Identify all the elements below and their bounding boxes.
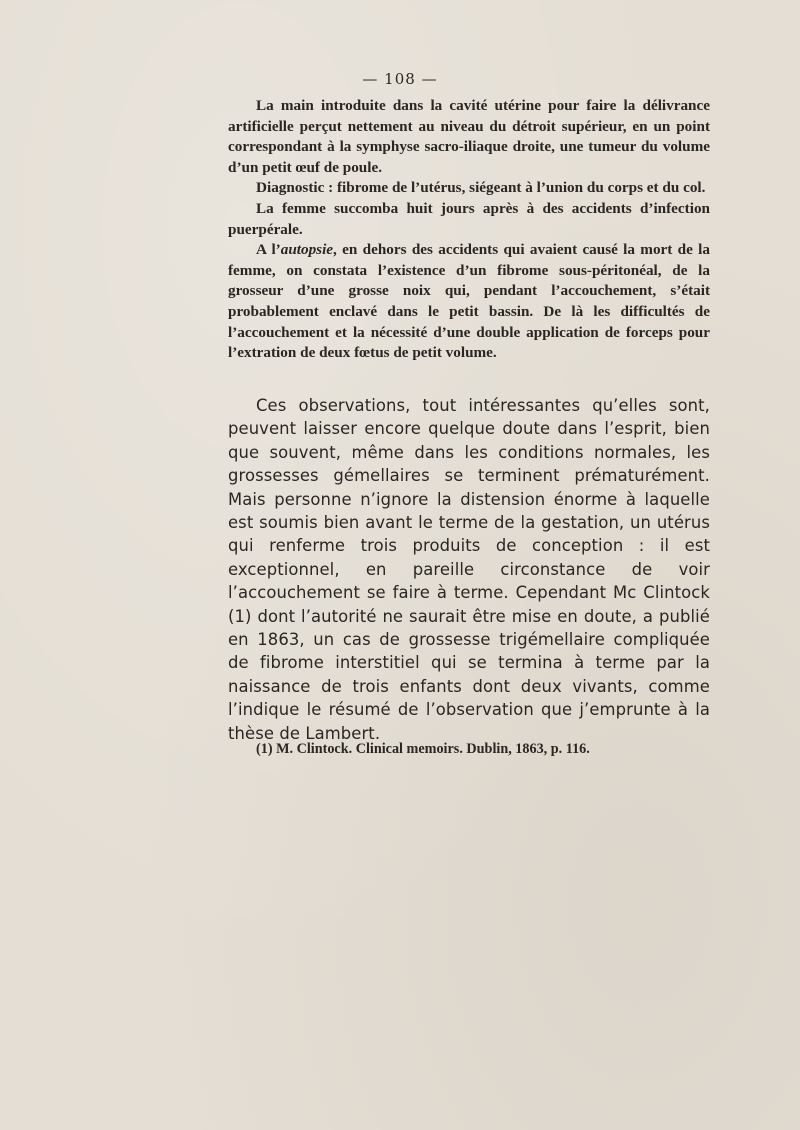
autopsy-rest: , en dehors des accidents qui avaient causé la mort de la femme, on constata l’existence d’un fibrome sous-péritonéal, de la grosseur d’une grosse noix qui, pendant l’accouchement, s’était probablement enclavé dans le petit bassin. De là les difficultés de l’accouchement et la nécessité d’une double application de forceps pour l’extration de deux fœtus de petit volume. — [228, 241, 710, 362]
paragraph-discussion: Ces observations, tout intéressantes qu’elles sont, peuvent laisser encore quelque doute dans l’esprit, bien que souvent, même dans les conditions normales, les grossesses gémellaires se terminent prématurément. Mais personne n’ignore la distension énorme à laquelle est soumis bien avant le terme de la gestation, un utérus qui renferme trois produits de conception : il est exceptionnel, en pareille circonstance de voir l’accouchement se faire à terme. Cependant Mc Clintock (1) dont l’autorité ne saurait être mise en doute, a publié en 1863, un cas de grossesse trigémellaire compliquée de fibrome interstitiel qui se termina à terme par la naissance de trois enfants dont deux vivants, comme l’indique le résumé de l’observation que j’emprunte à la thèse de Lambert. — [228, 396, 710, 743]
autopsy-prefix: A l’ — [256, 241, 281, 259]
case-report-text — [228, 96, 710, 364]
autopsy-italic-word: autopsie — [280, 241, 334, 259]
paragraph-delivery: La main introduite dans la cavité utérine pour faire la délivrance artificielle perçut nettement au niveau du détroit supérieur, en un point correspondant à la symphyse sacro-iliaque droite, une tumeur du volume d’un petit œuf de poule. — [228, 97, 710, 176]
discussion-text — [228, 394, 710, 745]
paragraph-diagnosis: Diagnostic : fibrome de l’utérus, siégeant à l’union du corps et du col. — [256, 179, 706, 197]
paragraph-autopsy — [228, 240, 710, 364]
page-number: — 108 — — [362, 70, 438, 88]
footnote: (1) M. Clintock. Clinical memoirs. Dublin, 1863, p. 116. — [256, 741, 590, 757]
paragraph-outcome: La femme succomba huit jours après à des accidents d’infection puerpérale. — [228, 199, 710, 238]
